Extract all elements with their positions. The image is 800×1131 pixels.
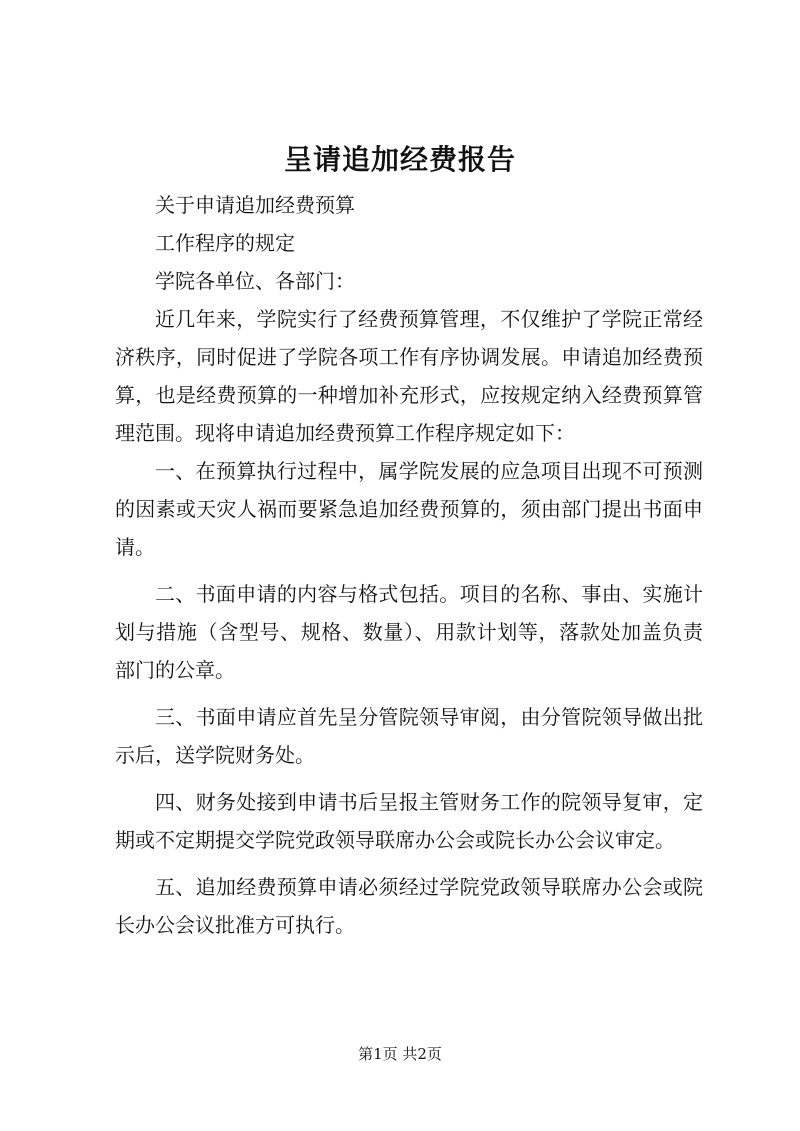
document-title: 呈请追加经费报告 (283, 143, 516, 176)
paragraph-item-3: 三、书面申请应首先呈分管院领导审阅，由分管院领导做出批示后，送学院财务处。 (115, 705, 703, 767)
paragraph-subject-line-1: 关于申请追加经费预算 (155, 193, 355, 217)
paragraph-salutation: 学院各单位、各部门： (155, 269, 355, 293)
document-body (115, 186, 703, 944)
page-footer: 第1页 共2页 (358, 1045, 442, 1063)
paragraph-item-4: 四、财务处接到申请书后呈报主管财务工作的院领导复审，定期或不定期提交学院党政领导联席办公会或院长办公会议审定。 (115, 790, 703, 852)
paragraph-item-1: 一、在预算执行过程中，属学院发展的应急项目出现不可预测的因素或天灾人祸而要紧急追加经费预算的，须由部门提出书面申请。 (115, 459, 703, 559)
paragraph-item-5: 五、追加经费预算申请必须经过学院党政领导联席办公会或院长办公会议批准方可执行。 (115, 875, 703, 937)
paragraph-subject-line-2: 工作程序的规定 (155, 231, 295, 255)
paragraph-item-2: 二、书面申请的内容与格式包括。项目的名称、事由、实施计划与措施（含型号、规格、数量）、用款计划等，落款处加盖负责部门的公章。 (115, 582, 703, 682)
paragraph-intro: 近几年来，学院实行了经费预算管理，不仅维护了学院正常经济秩序，同时促进了学院各项工作有序协调发展。申请追加经费预算，也是经费预算的一种增加补充形式，应按规定纳入经费预算管理范围。现将申请追加经费预算工作程序规定如下： (115, 307, 703, 445)
